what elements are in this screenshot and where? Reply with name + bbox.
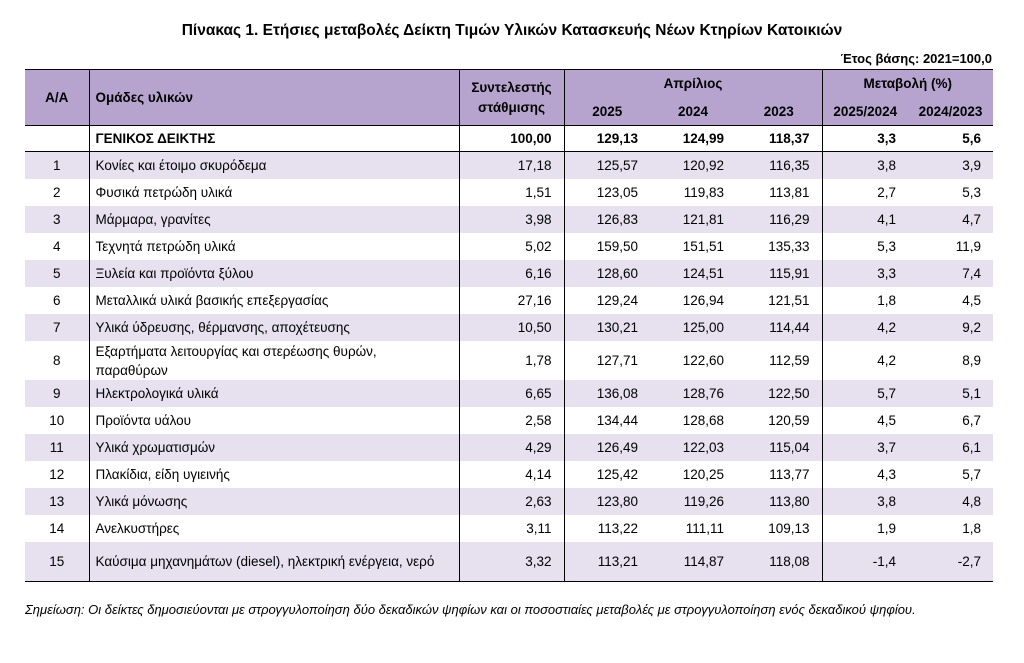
table-row (25, 434, 993, 461)
header-weight: Συντελεστής στάθμισης (459, 70, 564, 126)
row-value-2024: 128,76 (650, 380, 736, 407)
row-value-2024: 128,68 (682, 413, 724, 428)
header-change: Μεταβολή (%) (822, 70, 993, 98)
row-value-2024: 125,00 (650, 314, 736, 341)
row-value-2024: 114,87 (650, 542, 736, 582)
row-value-2025: 126,83 (564, 206, 650, 233)
row-change-1: 3,3 (822, 260, 908, 287)
row-change-2: 5,7 (962, 467, 981, 482)
header-aa: Α/Α (25, 70, 89, 126)
row-weight: 6,65 (459, 380, 564, 407)
row-weight: 4,14 (459, 461, 564, 488)
row-value-2023: 116,35 (736, 152, 822, 180)
table-row (25, 287, 993, 314)
row-value-2023: 120,59 (768, 413, 810, 428)
row-change-1: 1,9 (822, 515, 908, 542)
row-weight: 2,63 (459, 488, 564, 515)
row-name: Καύσιμα μηχανημάτων (diesel), ηλεκτρική ενέργεια, νερό (89, 542, 459, 582)
row-change-2: 6,7 (962, 413, 981, 428)
row-name: Εξαρτήματα λειτουργίας και στερέωσης θυρών, παραθύρων (89, 341, 459, 380)
row-value-2025: 159,50 (564, 233, 650, 260)
row-name: Υλικά χρωματισμών (89, 434, 459, 461)
row-name: Φυσικά πετρώδη υλικά (89, 179, 459, 206)
total-change-1: 3,3 (822, 126, 908, 152)
row-weight: 27,16 (459, 287, 564, 314)
row-aa: 10 (49, 413, 65, 428)
table-row (25, 515, 993, 542)
row-change-2: 4,8 (908, 488, 993, 515)
header-group: Ομάδες υλικών (89, 70, 459, 126)
row-name: Υλικά μόνωσης (89, 488, 459, 515)
row-change-1: 4,2 (822, 341, 908, 380)
row-value-2024: 122,03 (650, 434, 736, 461)
row-change-2: 6,1 (908, 434, 993, 461)
row-change-2: 8,9 (962, 353, 981, 368)
row-value-2025: 129,24 (564, 287, 650, 314)
row-aa: 5 (25, 260, 89, 287)
row-change-1: 4,2 (822, 314, 908, 341)
total-weight: 100,00 (459, 126, 564, 152)
row-change-1: -1,4 (822, 542, 908, 582)
total-aa (25, 126, 89, 152)
row-aa: 14 (49, 521, 65, 536)
total-change-2: 5,6 (908, 126, 993, 152)
row-change-1: 4,1 (822, 206, 908, 233)
header-2024: 2024 (650, 97, 736, 126)
row-value-2023: 115,04 (736, 434, 822, 461)
row-aa: 13 (25, 488, 89, 515)
row-value-2023: 113,80 (736, 488, 822, 515)
header-april: Απρίλιος (564, 70, 822, 98)
table-row (25, 260, 993, 287)
row-value-2023: 122,50 (736, 380, 822, 407)
row-change-2: -2,7 (908, 542, 993, 582)
row-weight: 3,11 (459, 515, 564, 542)
row-value-2024: 120,92 (650, 152, 736, 180)
row-change-1: 4,3 (822, 461, 908, 488)
row-change-2: 4,5 (962, 293, 981, 308)
row-value-2023: 121,51 (768, 293, 810, 308)
table-row (25, 407, 993, 434)
table-row (25, 488, 993, 515)
row-value-2025: 123,80 (564, 488, 650, 515)
row-value-2023: 135,33 (768, 239, 810, 254)
header-change-2024-2023: 2024/2023 (908, 97, 993, 126)
row-name: Ξυλεία και προϊόντα ξύλου (89, 260, 459, 287)
total-row (25, 126, 993, 152)
row-change-1: 2,7 (822, 179, 908, 206)
row-value-2025: 125,57 (564, 152, 650, 180)
table-row (25, 542, 993, 582)
row-aa: 7 (25, 314, 89, 341)
row-value-2023: 113,77 (769, 467, 810, 482)
table-row (25, 341, 993, 380)
row-name: Υλικά ύδρευσης, θέρμανσης, αποχέτευσης (89, 314, 459, 341)
base-year: Έτος βάσης: 2021=100,0 (840, 51, 992, 66)
row-value-2025: 130,21 (564, 314, 650, 341)
row-name: Μάρμαρα, γρανίτες (89, 206, 459, 233)
row-weight: 1,51 (459, 179, 564, 206)
row-value-2025: 134,44 (564, 407, 650, 434)
row-change-2: 5,3 (962, 185, 981, 200)
table-row (25, 206, 993, 233)
row-aa: 1 (25, 152, 89, 180)
row-value-2024: 119,26 (650, 488, 736, 515)
row-change-1: 5,7 (822, 380, 908, 407)
row-value-2024: 124,51 (650, 260, 736, 287)
total-2025: 129,13 (564, 126, 650, 152)
table-row (25, 380, 993, 407)
row-aa: 9 (25, 380, 89, 407)
row-value-2023: 109,13 (768, 521, 810, 536)
row-change-1: 3,7 (822, 434, 908, 461)
total-name: ΓΕΝΙΚΟΣ ΔΕΙΚΤΗΣ (89, 126, 459, 152)
row-value-2023: 114,44 (736, 314, 822, 341)
row-change-2: 4,7 (908, 206, 993, 233)
row-value-2025: 128,60 (564, 260, 650, 287)
row-change-2: 3,9 (908, 152, 993, 180)
row-name: Πλακίδια, είδη υγιεινής (89, 461, 459, 488)
table-row (25, 233, 993, 260)
row-change-2: 1,8 (962, 521, 981, 536)
row-name: Ανελκυστήρες (89, 515, 459, 542)
row-value-2025: 127,71 (564, 341, 650, 380)
row-aa: 6 (52, 293, 61, 308)
row-name: Κονίες και έτοιμο σκυρόδεμα (89, 152, 459, 180)
total-2023: 118,37 (736, 126, 822, 152)
row-value-2023: 115,91 (736, 260, 822, 287)
row-change-1: 1,8 (822, 287, 908, 314)
row-value-2025: 123,05 (564, 179, 650, 206)
header-change-2025-2024: 2025/2024 (822, 97, 908, 126)
table-row (25, 461, 993, 488)
row-value-2024: 119,83 (683, 185, 724, 200)
row-value-2025: 113,21 (564, 542, 650, 582)
row-value-2024: 151,51 (682, 239, 724, 254)
row-weight: 3,32 (459, 542, 564, 582)
table-title: Πίνακας 1. Ετήσιες μεταβολές Δείκτη Τιμών Υλικών Κατασκευής Νέων Κτηρίων Κατοικιών (181, 22, 843, 39)
row-value-2024: 120,25 (682, 467, 724, 482)
row-value-2023: 112,59 (769, 353, 810, 368)
row-weight: 5,02 (459, 233, 564, 260)
row-change-2: 9,2 (908, 314, 993, 341)
row-name: Προϊόντα υάλου (89, 407, 459, 434)
row-name: Τεχνητά πετρώδη υλικά (89, 233, 459, 260)
row-change-2: 5,1 (908, 380, 993, 407)
row-value-2024: 121,81 (650, 206, 736, 233)
table-row (25, 179, 993, 206)
row-change-2: 11,9 (955, 239, 981, 254)
row-aa: 15 (25, 542, 89, 582)
row-value-2023: 116,29 (736, 206, 822, 233)
row-value-2023: 118,08 (736, 542, 822, 582)
row-value-2025: 113,22 (564, 515, 650, 542)
total-2024: 124,99 (650, 126, 736, 152)
row-aa: 2 (52, 185, 61, 200)
row-value-2024: 126,94 (682, 293, 724, 308)
row-aa: 3 (25, 206, 89, 233)
row-weight: 10,50 (459, 314, 564, 341)
row-value-2024: 111,11 (685, 521, 724, 536)
row-weight: 2,58 (459, 407, 564, 434)
table-row (25, 314, 993, 341)
row-change-2: 7,4 (908, 260, 993, 287)
row-aa: 12 (49, 467, 65, 482)
row-change-1: 3,8 (822, 152, 908, 180)
row-aa: 4 (52, 239, 61, 254)
row-value-2024: 122,60 (682, 353, 724, 368)
row-change-1: 3,8 (822, 488, 908, 515)
row-weight: 3,98 (459, 206, 564, 233)
footnote: Σημείωση: Οι δείκτες δημοσιεύονται με στρογγυλοποίηση δύο δεκαδικών ψηφίων και οι ποσοστιαίες μεταβολές με στρογγυλοποίηση ενός δεκαδικού ψηφίου. (25, 602, 916, 617)
row-value-2025: 126,49 (564, 434, 650, 461)
row-aa: 8 (52, 353, 61, 368)
row-name: Ηλεκτρολογικά υλικά (89, 380, 459, 407)
row-change-1: 5,3 (822, 233, 908, 260)
header-2025: 2025 (564, 97, 650, 126)
row-weight: 6,16 (459, 260, 564, 287)
price-index-table (25, 69, 993, 582)
row-name: Μεταλλικά υλικά βασικής επεξεργασίας (89, 287, 459, 314)
header-2023: 2023 (736, 97, 822, 126)
row-weight: 1,78 (459, 341, 564, 380)
row-value-2025: 125,42 (564, 461, 650, 488)
row-aa: 11 (25, 434, 89, 461)
table-row (25, 152, 993, 180)
row-change-1: 4,5 (822, 407, 908, 434)
row-weight: 4,29 (459, 434, 564, 461)
row-weight: 17,18 (459, 152, 564, 180)
row-value-2023: 113,81 (769, 185, 810, 200)
row-value-2025: 136,08 (564, 380, 650, 407)
